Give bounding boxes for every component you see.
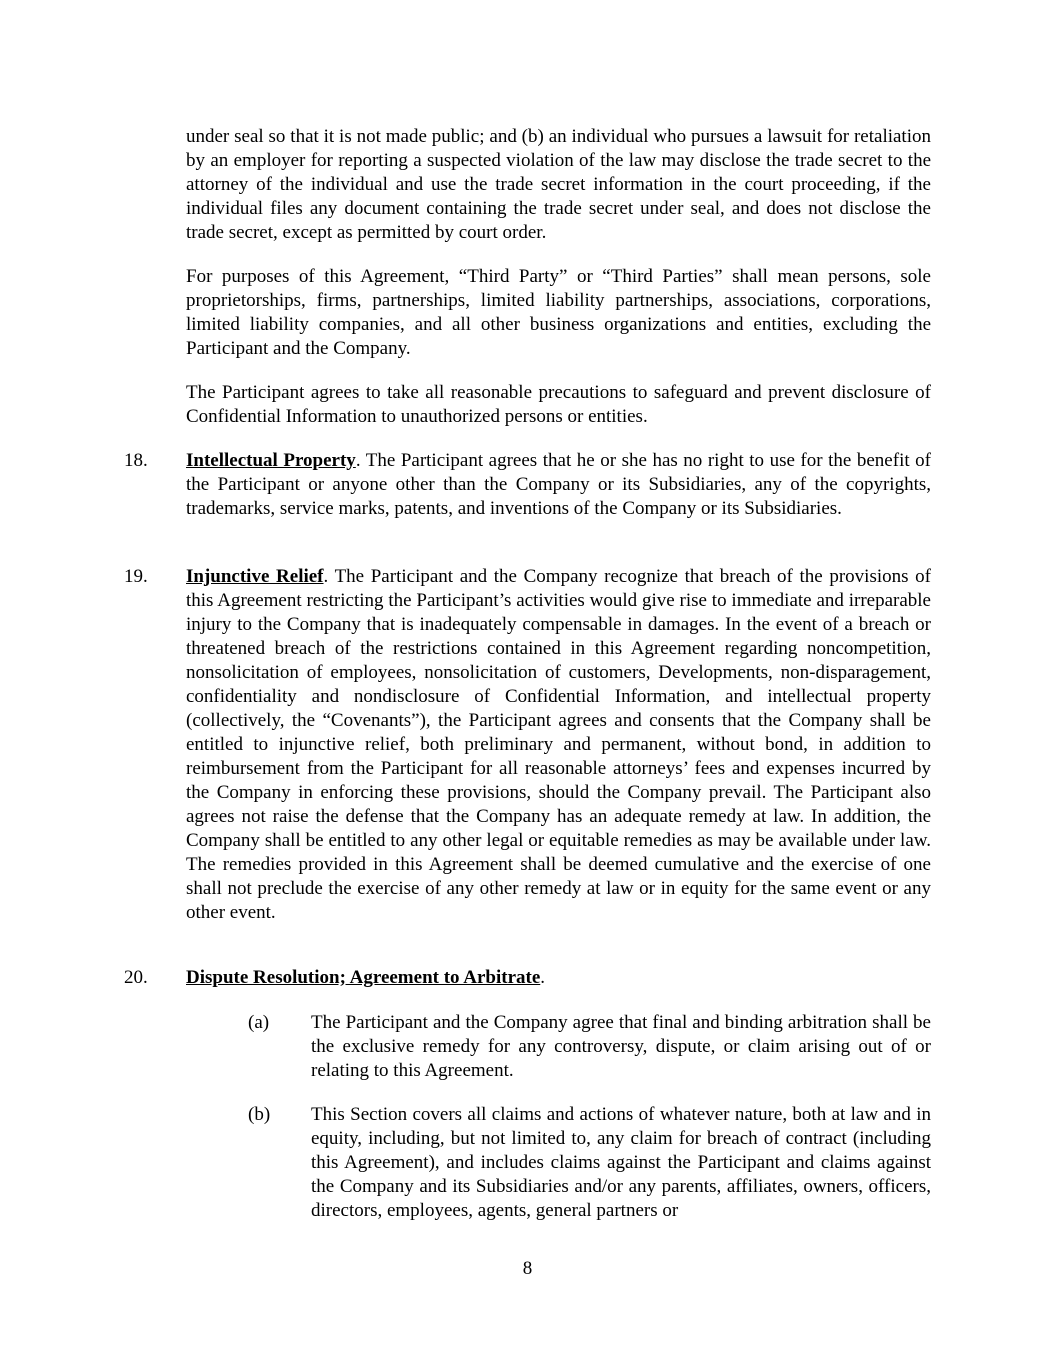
- section-body: . The Participant agrees that he or she has no right to use for the benefit of the Participant or anyone other than the Company or its Subsidiaries, any of the copyrights, trademarks, service marks, patents, and inventions of the Company or its Subsidiaries.: [186, 450, 931, 519]
- paragraph-precautions: The Participant agrees to take all reasonable precautions to safeguard and prevent disclosure of Confidential Information to unauthorized persons or entities.: [186, 382, 931, 427]
- subsection-text-a: The Participant and the Company agree that final and binding arbitration shall be the exclusive remedy for any controversy, dispute, or claim arising out of or relating to this Agreement.: [311, 1012, 931, 1081]
- section-text: [186, 966, 931, 990]
- subsection-label-b: (b): [248, 1104, 271, 1125]
- section-body: . The Participant and the Company recognize that breach of the provisions of this Agreement restricting the Participant’s activities would give rise to immediate and irreparable injury to the Company that is inadequately compensable in damages. In the event of a breach or threatened breach of the restrictions contained in this Agreement regarding noncompetition, nonsolicitation of employees, nonsolicitation of customers, Developments, non-disparagement, confidentiality and nondisclosure of Confidential Information, and intellectual property (collectively, the “Covenants”), the Participant agrees and consents that the Company shall be entitled to injunctive relief, both preliminary and permanent, without bond, in addition to reimbursement from the Participant for all reasonable attorneys’ fees and expenses incurred by the Company in enforcing these provisions, should the Company prevail. The Participant also agrees not raise the defense that the Company has an adequate remedy at law. In addition, the Company shall be entitled to any other legal or equitable remedies as may be available under law. The remedies provided in this Agreement shall be deemed cumulative and the exercise of one shall not preclude the exercise of any other remedy at law or in equity for the same event or any other event.: [186, 566, 931, 923]
- page-number: 8: [522, 1258, 533, 1279]
- section-heading-period: .: [540, 967, 546, 988]
- section-text: [186, 565, 931, 925]
- section-text: [186, 449, 931, 521]
- section-heading: Intellectual Property: [186, 450, 356, 471]
- section-heading: Dispute Resolution; Agreement to Arbitrate: [186, 967, 541, 988]
- subsection-text-b: This Section covers all claims and actions of whatever nature, both at law and in equity, including, but not limited to, any claim for breach of contract (including this Agreement), and includes claims against the Participant and claims against the Company and its Subsidiaries and/or any parents, affiliates, owners, officers, directors, employees, agents, general partners or: [311, 1104, 931, 1221]
- section-heading: Injunctive Relief: [186, 566, 324, 587]
- paragraph-trade-secret-continued: under seal so that it is not made public; and (b) an individual who pursues a lawsuit for retaliation by an employer for reporting a suspected violation of the law may disclose the trade secret to the attorney of the individual and use the trade secret information in the court proceeding, if the individual files any document containing the trade secret under seal, and does not disclose the trade secret, except as permitted by court order.: [186, 126, 931, 243]
- section-number: 18.: [124, 450, 148, 471]
- paragraph-third-party-definition: For purposes of this Agreement, “Third Party” or “Third Parties” shall mean persons, sole proprietorships, firms, partnerships, limited liability partnerships, associations, corporations, limited liability companies, and all other business organizations and entities, excluding the Participant and the Company.: [186, 266, 931, 359]
- section-number: 20.: [124, 967, 148, 988]
- section-number: 19.: [124, 566, 148, 587]
- subsection-label-a: (a): [248, 1012, 270, 1033]
